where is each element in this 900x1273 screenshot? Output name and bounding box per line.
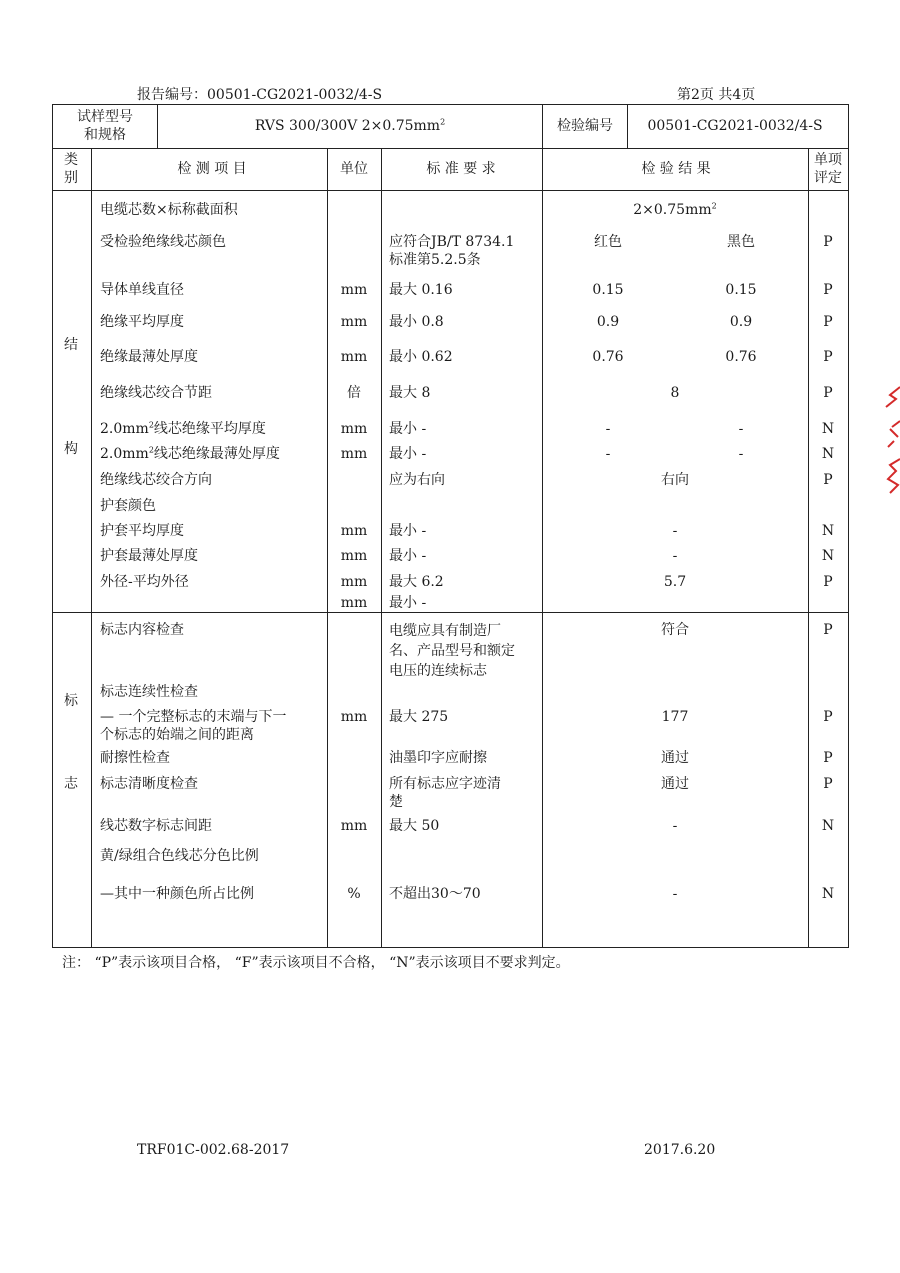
- form-number: TRF01C-002.68-2017: [137, 1142, 290, 1158]
- table-row-standard: 最小 -: [389, 548, 427, 564]
- table-row-judge: N: [821, 523, 835, 539]
- table-row-standard: 最小 -: [389, 446, 427, 462]
- table-row-standard: 应符合JB/T 8734.1 标准第5.2.5条: [389, 234, 515, 268]
- col-header-item: 检 测 项 目: [177, 161, 247, 177]
- seal-fragment-icon: [884, 385, 900, 505]
- table-row-item: 导体单线直径: [100, 282, 184, 298]
- table-row-item: 绝缘线芯绞合节距: [100, 385, 212, 401]
- rule-info-bottom: [52, 148, 849, 149]
- table-row-item: [100, 420, 266, 438]
- rule-header-bottom: [52, 190, 849, 191]
- table-row-judge: P: [823, 234, 833, 250]
- table-row-result: -: [672, 548, 678, 564]
- table-row-result-b: 黑色: [727, 234, 755, 250]
- rule-info-v2: [542, 104, 543, 148]
- table-row-result-b: 0.15: [725, 282, 757, 298]
- table-row-judge: P: [823, 385, 833, 401]
- table-row-unit: mm: [340, 709, 368, 725]
- table-row-item: 耐擦性检查: [100, 750, 170, 766]
- col-header-unit: 单位: [340, 161, 368, 177]
- table-row-unit: mm: [340, 282, 368, 298]
- category-marking-2: 志: [64, 776, 78, 792]
- table-row-standard: 最小 0.8: [389, 314, 444, 330]
- table-row-judge: P: [823, 314, 833, 330]
- item-pre: 2.0mm: [100, 421, 149, 437]
- table-row-judge: N: [821, 886, 835, 902]
- col-header-category: 类 别: [64, 152, 78, 186]
- table-row-item: 绝缘平均厚度: [100, 314, 184, 330]
- form-date: 2017.6.20: [644, 1142, 716, 1158]
- table-row-judge: N: [821, 446, 835, 462]
- item-post: 线芯绝缘最薄处厚度: [153, 446, 280, 462]
- table-row-judge: P: [823, 349, 833, 365]
- table-row-result: -: [672, 818, 678, 834]
- table-row-item: 黄/绿组合色线芯分色比例: [100, 848, 259, 864]
- table-row-result: 符合: [661, 622, 689, 638]
- rule-info-v1: [157, 104, 158, 148]
- report-number-value: 00501-CG2021-0032/4-S: [207, 87, 383, 103]
- rule-col-result: [808, 148, 809, 948]
- table-row-item: — 一个完整标志的末端与下一 个标志的始端之间的距离: [100, 709, 287, 743]
- category-structure-2: 构: [64, 441, 78, 457]
- table-row-item: —其中一种颜色所占比例: [100, 886, 254, 902]
- table-row-item: 线芯数字标志间距: [100, 818, 212, 834]
- model-value: [255, 117, 445, 135]
- table-row-unit: mm: [340, 548, 368, 564]
- table-row-result: -: [672, 886, 678, 902]
- rule-col-category: [91, 148, 92, 948]
- report-number-label: 报告编号：: [137, 87, 207, 103]
- table-row-result-a: 0.9: [596, 314, 620, 330]
- table-row-result-a: -: [605, 421, 611, 437]
- table-row-standard: 最大 50: [389, 818, 440, 834]
- table-row-judge: P: [823, 574, 833, 590]
- item-sup: 2: [148, 420, 154, 430]
- table-row-unit: mm: [340, 349, 368, 365]
- model-value-sup: 2: [440, 117, 446, 127]
- table-row-result: 通过: [661, 776, 689, 792]
- rule-col-standard: [542, 148, 543, 948]
- table-row-item: 护套平均厚度: [100, 523, 184, 539]
- table-row-result: [633, 201, 716, 219]
- result-sup: 2: [711, 201, 717, 211]
- table-row-unit: mm: [340, 574, 368, 590]
- model-value-text: RVS 300/300V 2×0.75mm: [254, 118, 441, 134]
- model-label: 试样型号 和规格: [77, 109, 133, 143]
- table-row-result: 5.7: [663, 574, 687, 590]
- table-row-item: [100, 445, 280, 463]
- note: 注： “P”表示该项目合格， “F”表示该项目不合格， “N”表示该项目不要求判定。: [62, 955, 570, 971]
- rule-info-v3: [627, 104, 628, 148]
- table-row-result: -: [672, 523, 678, 539]
- table-row-item: 标志清晰度检查: [100, 776, 198, 792]
- table-row-standard: 应为右向: [389, 472, 445, 488]
- page-info: 第2页 共4页: [677, 87, 756, 103]
- table-row-unit: mm: [340, 314, 368, 330]
- table-row-judge: P: [823, 709, 833, 725]
- table-row-item: 护套最薄处厚度: [100, 548, 198, 564]
- table-row-judge: N: [821, 421, 835, 437]
- col-header-result: 检 验 结 果: [641, 161, 711, 177]
- item-sup: 2: [148, 445, 154, 455]
- rule-col-item: [327, 148, 328, 948]
- table-row-standard: 最小 -: [389, 523, 427, 539]
- table-row-result: 通过: [661, 750, 689, 766]
- table-row-result-b: -: [738, 446, 744, 462]
- rule-col-unit: [381, 148, 382, 948]
- table-row-judge: N: [821, 548, 835, 564]
- table-row-result: 177: [661, 709, 689, 725]
- item-pre: 2.0mm: [100, 446, 149, 462]
- table-row-standard: 最大 8: [389, 385, 431, 401]
- table-row-standard: 最大 6.2: [389, 574, 444, 590]
- table-row-judge: P: [823, 472, 833, 488]
- table-row-judge: P: [823, 622, 833, 638]
- table-row-item: 外径-平均外径: [100, 574, 189, 590]
- table-row-standard: 最大 275: [389, 709, 449, 725]
- table-row-standard: 所有标志应字迹清 楚: [389, 776, 501, 810]
- table-row-result-b: 0.9: [729, 314, 753, 330]
- table-row-unit: 倍: [347, 385, 361, 401]
- table-row-unit: mm: [340, 523, 368, 539]
- table-row-standard: 最小 0.62: [389, 349, 453, 365]
- table-row-result-a: 0.76: [592, 349, 624, 365]
- table-row-unit-2: mm: [340, 595, 368, 611]
- table-row-result: 右向: [661, 472, 689, 488]
- table-row-item: 绝缘线芯绞合方向: [100, 472, 212, 488]
- col-header-standard: 标 准 要 求: [426, 161, 496, 177]
- report-number: [137, 84, 382, 104]
- item-post: 线芯绝缘平均厚度: [153, 421, 266, 437]
- table-row-unit: mm: [340, 446, 368, 462]
- table-row-judge: N: [821, 818, 835, 834]
- table-row-judge: P: [823, 282, 833, 298]
- table-row-result-b: -: [738, 421, 744, 437]
- table-row-unit: %: [347, 886, 361, 902]
- table-row-standard-2: 最小 -: [389, 595, 427, 611]
- category-marking-1: 标: [64, 693, 78, 709]
- table-row-judge: P: [823, 776, 833, 792]
- table-row-result-b: 0.76: [725, 349, 757, 365]
- table-row-item: 电缆芯数×标称截面积: [100, 202, 238, 218]
- col-header-judge: 单项 评定: [814, 152, 842, 186]
- table-row-result-a: 0.15: [592, 282, 624, 298]
- result-text: 2×0.75mm: [633, 202, 712, 218]
- inspect-value: 00501-CG2021-0032/4-S: [647, 118, 823, 134]
- table-row-item: 护套颜色: [100, 498, 156, 514]
- table-row-standard: 最大 0.16: [389, 282, 453, 298]
- table-row-standard: 最小 -: [389, 421, 427, 437]
- table-row-standard: 油墨印字应耐擦: [389, 750, 487, 766]
- table-row-item: 绝缘最薄处厚度: [100, 349, 198, 365]
- table-row-item: 标志连续性检查: [100, 684, 198, 700]
- table-row-unit: mm: [340, 818, 368, 834]
- table-row-unit: mm: [340, 421, 368, 437]
- table-row-item: 受检验绝缘线芯颜色: [100, 234, 226, 250]
- table-row-item: 标志内容检查: [100, 622, 184, 638]
- table-row-result: 8: [670, 385, 680, 401]
- table-row-standard: 电缆应具有制造厂 名、产品型号和额定 电压的连续标志: [389, 623, 515, 679]
- inspect-label: 检验编号: [557, 118, 613, 134]
- table-row-judge: P: [823, 750, 833, 766]
- category-structure-1: 结: [64, 337, 78, 353]
- table-row-result-a: -: [605, 446, 611, 462]
- rule-section-divider: [52, 612, 849, 613]
- table-row-standard: 不超出30～70: [389, 886, 481, 902]
- table-row-result-a: 红色: [594, 234, 622, 250]
